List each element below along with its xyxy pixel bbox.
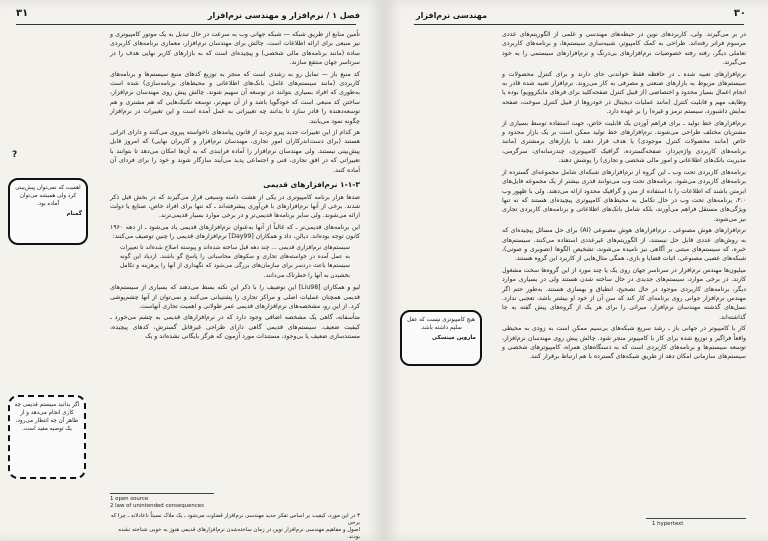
left-paragraph: لیو و همکاران [Liu98] این توصیف را با ذکر این نکته بسط می‌دهند که بسیاری از سیستم‌های قدیمی همچنان عملیات اصلی و مراکز تجاری را پشتیبانی می‌کنند و نمی‌توان از آنها چشم‌پوشی کرد. از این رو، مشخصه‌های نرم‌افزارهای قدیمی عمر طولانی و اهمیت تجاری آنهاست. [110, 284, 361, 310]
sidenote-advice-box [8, 395, 86, 479]
left-footnotes-en [110, 496, 270, 510]
right-page-number: ۳۰ [733, 8, 746, 19]
sidenote-quote-box [8, 178, 88, 245]
left-paragraph: این برنامه‌های قدیمی‌تر ـ که غالباً از آنها به‌عنوان نرم‌افزارهای قدیمی یاد می‌شود ـ از دهه ۱۹۶۰ کانون توجه بوده‌اند. دیالن، داد و همکاران [Day99] نرم‌افزارهای قدیمی را چنین توصیف می‌کنند: [110, 223, 360, 241]
section-title-legacy-software: ۱-۱-۳ نرم‌افزارهای قدیمی [263, 180, 360, 190]
sidenote-minsky-text: هیچ کامپیوتری نیست که عقل سلیم داشته باشد. [407, 317, 475, 331]
right-footnote-rule [646, 518, 746, 519]
left-paragraph: کد منبع باز — تمایل رو به رشدی است که منجر به توزیع کدهای منبع سیستم‌ها و برنامه‌های کاربردی (مانند سیستم‌های عامل، بانک‌های اطلاعاتی و محیط‌های برنامه‌سازی) شده است به‌طوری که افراد بسیاری بتوانند در توسعه آن سهیم شوند. چالش پیش روی مهندسان نرم‌افزار، ساختن کد منبعی است که خودگویا باشد و از آن مهم‌تر، توسعه تکنیک‌هایی که هم مشتری و هم توسعه‌دهنده را قادر سازد تا بدانند چه تغییراتی به عمل آمده است و این تغییرات در نرم‌افزار چگونه نمود می‌یابند. [110, 70, 360, 125]
right-paragraph: نرم‌افزارهای خط تولید ـ برای فراهم آوردن یک قابلیت خاص، جهت استفاده توسط بسیاری از مشتریان مختلف طراحی می‌شوند. نرم‌افزارهای خط تولید ممکن است بر یک بازار محدود و خاص (مانند محصولات کنترل موجودی) یا هدف قرار دهند یا بازارهای برمشتری (مانند برنامه‌های کاربردی واژه‌پرداز، صفحه‌گسترده، گرافیک کامپیوتری، چندرسانه‌ای، سرگرمی، مدیریت بانک‌های اطلاعاتی و امور مالی شخصی و تجاری) را پوشش دهند. [502, 119, 746, 165]
left-paragraph: متأسفانه، گاهی یک مشخصه اضافی وجود دارد که در نرم‌افزارهای قدیمی به چشم می‌خورد ـ کیفیت ضعیف. سیستم‌های قدیمی گاهی دارای طراحی غیرقابل گسترش، کدهای پیچیده، مستندسازی ضعیف یا بی‌وجود، مستندات مورد آزمون که هرگز بایگانی نشده‌اند و یک [110, 314, 360, 341]
right-footnote-en: 1 hypertext [652, 521, 684, 527]
left-footnotes-fa [110, 513, 360, 541]
block-quote: سیستم‌های نرم‌افزاری قدیمی ... چند دهه قبل ساخته شده‌اند و پیوسته اصلاح شده‌اند تا تغییرات به عمل آمده در خواسته‌های تجاری و سکوهای محاسباتی را پاسخ گو باشند. ازدیاد این گونه سیستم‌ها باعث دردسر برای سازمان‌های بزرگی می‌شود که نگهداری از آنها را پرهزینه و تکامل بخشیدن به آنها را خطرناک می‌دانند. [120, 244, 350, 279]
right-header-rule [414, 24, 744, 25]
right-paragraph: نرم‌افزارهای تعبیه شده ـ در حافظه فقط خواندنی جای دارند و برای کنترل محصولات و سیستم‌های مربوط به بازارهای صنعتی و مصرفی به کار می‌روند. نرم‌افزار تعبیه شده قادر به انجام اعمال بسیار محدود و اختصاصی (از قبیل کنترل صفحه‌کلید برای فرهای مایکروویو) بوده یا وظایف مهم و قابلیت کنترل (مانند عملیات دیجیتال در خودروها از قبیل کنترل سوخت، صفحه نمایش داشبورد، سیستم ترمز و غیره) را بر عهده دارد. [502, 70, 746, 116]
right-page-header: مهندسی نرم‌افزار [416, 10, 488, 20]
footnote-open-source: 1 open source [110, 496, 149, 502]
footnote-quality: ۳ در این مورد، کیفیت بر اساس تفکر جدید مهندسی نرم‌افزار قضاوت می‌شود ـ یک ملاک نسبتاً ناعادلانه ـ چرا که برخی [110, 513, 360, 526]
right-paragraph: کار با کامپیوتر در جهانی باز ـ رشد سریع شبکه‌های بی‌سیم ممکن است به زودی به محیطی واقعاً فراگیر و توزیع شده برای کار با کامپیوتر منجر شود. چالش پیش روی مهندسان نرم‌افزار، توسعه سیستم‌ها و برنامه‌های کاربردی است که به دستگاه‌های همراه، کامپیوترهای شخصی و سیستم‌های سازمانی امکان دهد از طریق شبکه‌های گسترده با هم ارتباط برقرار کنند. [502, 325, 746, 361]
left-body-text [110, 30, 360, 344]
sidenote-signature: گمنام [66, 211, 82, 217]
right-paragraph: نرم‌افزارهای هوش مصنوعی ـ نرم‌افزارهای هوش مصنوعی (AI) برای حل مسائل پیچیده‌ای که به روش‌های عددی قابل حل نیستند، از الگوریتم‌های غیرعددی استفاده می‌کنند. سیستم‌های خبره، که سیستم‌های مبتنی بر آگاهی نیز نامیده می‌شوند، تشخیص الگوها (تصویری و صوتی)، شبکه‌های عصبی مصنوعی، اثبات قضایا و بازی، همگی مثال‌هایی از کاربرد این گروه هستند. [502, 227, 746, 263]
left-paragraph: صدها هزار برنامه کامپیوتری در یکی از هشت دامنه وسیعی قرار می‌گیرند که در بخش قبل ذکر شدند. برخی از آنها نرم‌افزارهای با فن‌آوری پیشرفته‌اند ـ که تنها برای افراد خاص، صنایع یا دولت ارائه می‌شوند. ولی سایر برنامه‌ها قدیمی‌تر و در برخی موارد بسیار قدیمی‌ترند. [110, 193, 360, 220]
sidenote-quote-text: اهمیت که نمی‌توان پیش‌بینی کرد ولی همیشه می‌توان آماده بود. [15, 185, 81, 207]
left-page-number: ۳۱ [16, 8, 29, 19]
footnote-unintended: 2 law of unintended consequences [110, 503, 204, 509]
right-paragraph: میلیون‌ها مهندس نرم‌افزار در سرتاسر جهان روی یک یا چند مورد از این گروه‌ها سخت مشغول کارند. در برخی موارد، سیستم‌های جدیدی در حال ساخته شدن هستند ولی در بسیاری موارد دیگر، برنامه‌های کاربردی موجود در حال تصحیح، انطباق و بهسازی هستند. به‌طور حتم اگر مهندس نرم‌افزار جوانی روی برنامه‌ای کار کند که سن آن از خود او بیشتر باشد، تعجبی ندارد. نسل‌های گذشته مهندسان نرم‌افزار، میراثی را برای هر یک از گروه‌های پیش گفته به جا گذاشته‌اند. [502, 266, 746, 321]
left-page-header: فصل ۱ / نرم‌افزار و مهندسی نرم‌افزار [207, 10, 360, 20]
sidenote-minsky-signature: ماروین مینسکی [432, 335, 476, 341]
footnote-quality-cont: اصول و مفاهیم مهندسی نرم‌افزار نوین در زمان ساخته‌شدن نرم‌افزارهای قدیمی هنوز به خوبی شناخته نشده بودند. [118, 527, 360, 540]
left-paragraph: هر کدام از این تغییرات جدید پیرو تردید از قانون پیامدهای ناخواسته پیروی می‌کنند و دارای اثراتی هستند (برای دست‌اندرکاران امور تجاری، مهندسان نرم‌افزار و کاربران نهایی) که امروز قابل پیش‌بینی نیستند. ولی مهندسان نرم‌افزار را آماده فرایندی که به آن‌ها امکان می‌دهد تا بتوانند با تغییراتی که در افق تجاری، فنی و اجتماعی پدید می‌آیند سازگار شوند و خود را برای فردای آن آماده کنند. [110, 129, 360, 174]
sidenote-advice-text: اگر بدانید سیستم قدیمی چه کاری انجام می‌دهد و از ظاهر آن چه انتظار می‌رود، یک توصیه مفید است. [14, 402, 80, 432]
sidenote-minsky-box [400, 310, 482, 366]
right-paragraph: در بر می‌گیرند. ولی، کاربردهای نوین در حیطه‌های مهندسی و علمی از الگوریتم‌های عددی مرسوم فراتر رفته‌اند. طراحی به کمک کامپیوتر، شبیه‌سازی سیستم‌ها، و برنامه‌های کاربردی تعاملی دیگر، رفته رفته خصوصیات نرم‌افزارهای بی‌درنگ و نرم‌افزارهای سیستمی را به خود می‌گیرند. [502, 31, 746, 67]
left-footnote-rule [110, 493, 214, 494]
right-page [384, 0, 768, 541]
right-paragraph: برنامه‌های کاربردی تحت وب ـ این گروه از نرم‌افزارهای شبکه‌ای شامل مجموعه‌ای گسترده از برنامه‌های کاربردی می‌شود. برنامه‌های تحت وب می‌توانند قدری بیشتر از یک مجموعه فایل‌های ابرمتن باشند که اطلاعات را با استفاده از متن و گرافیک محدود ارائه می‌دهند. ولی با ظهور وب ۲.۰، برنامه‌های تحت وب در حال تکامل به محیط‌های کامپیوتری پیچیده‌ای هستند که نه تنها ویژگی‌های مستقل فراهم می‌آورند، بلکه شامل بانک‌های اطلاعاتی و برنامه‌های کاربردی تجاری نیز می‌شوند. [502, 168, 746, 223]
margin-question-mark: ? [12, 150, 18, 160]
left-paragraph: تأمین منابع از طریق شبکه — شبکه جهانی وب به سرعت در حال تبدیل به یک موتور کامپیوتری و نیز منبعی برای ارائه اطلاعات است. چالش برای مهندسان نرم‌افزار، معماری برنامه‌های کاربردی ساده (مانند برنامه‌های مالی شخصی) و پیچیده‌ای است که به بازارهای کاربر نهایی هدف را در سرتاسر جهان منتفع سازند. [110, 31, 360, 67]
right-body-text [502, 30, 746, 364]
left-header-rule [16, 24, 356, 25]
